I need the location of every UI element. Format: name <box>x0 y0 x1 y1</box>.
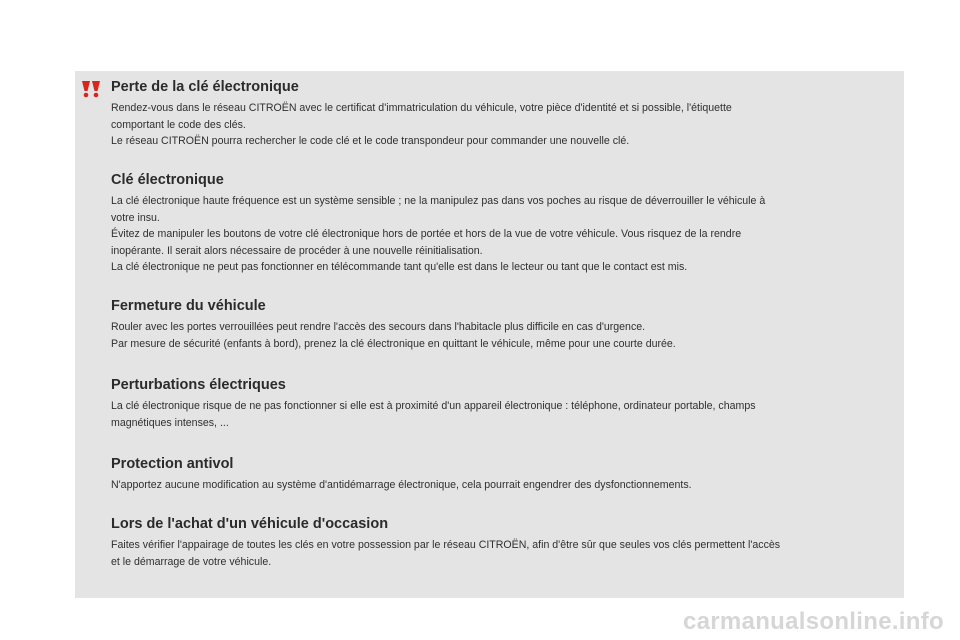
body-line: et le démarrage de votre véhicule. <box>111 555 272 568</box>
body-line: Le réseau CITROËN pourra rechercher le code clé et le code transpondeur pour commander une nouvelle clé. <box>111 135 630 147</box>
body-line: Faites vérifier l'appairage de toutes les clés en votre possession par le réseau CITROËN, afin d'être sûr que seules vos clés permettent l'accès <box>111 539 781 551</box>
section-body <box>111 319 891 352</box>
warning-exclamation-icon <box>81 80 101 98</box>
section-body <box>111 477 891 494</box>
body-line: La clé électronique haute fréquence est un système sensible ; ne la manipulez pas dans vos poches au risque de déverrouiller le véhicule à <box>111 195 766 207</box>
section-body <box>111 193 891 276</box>
section-used-vehicle <box>111 516 891 570</box>
body-line: Évitez de manipuler les boutons de votre clé électronique hors de portée et hors de la vue de votre véhicule. Vous risquez de la rendre <box>111 228 742 240</box>
section-anti-theft <box>111 456 891 494</box>
body-line: La clé électronique risque de ne pas fonctionner si elle est à proximité d'un appareil électronique : téléphone, ordinateur portable, champs <box>111 400 756 412</box>
watermark: carmanualsonline.info <box>682 608 944 635</box>
section-electronic-key <box>111 172 891 276</box>
body-line: comportant le code des clés. <box>111 118 246 131</box>
section-vehicle-locking <box>111 298 891 352</box>
section-electrical-interference <box>111 377 891 431</box>
section-title: Perte de la clé électronique <box>111 79 299 95</box>
section-title: Fermeture du véhicule <box>111 298 266 314</box>
section-body <box>111 398 891 431</box>
body-line: Par mesure de sécurité (enfants à bord), prenez la clé électronique en quittant le véhicule, même pour une courte durée. <box>111 337 676 350</box>
section-title: Lors de l'achat d'un véhicule d'occasion <box>111 516 389 532</box>
section-lost-key <box>111 79 891 150</box>
body-line: La clé électronique ne peut pas fonctionner en télécommande tant qu'elle est dans le lecteur ou tant que le contact est mis. <box>111 261 688 273</box>
section-body <box>111 537 891 570</box>
section-title: Clé électronique <box>111 172 224 188</box>
body-line: N'apportez aucune modification au système d'antidémarrage électronique, cela pourrait engendrer des dysfonctionnements. <box>111 479 692 491</box>
section-title: Perturbations électriques <box>111 377 286 393</box>
body-line: votre insu. <box>111 211 160 224</box>
section-title: Protection antivol <box>111 456 234 472</box>
body-line: Rendez-vous dans le réseau CITROËN avec le certificat d'immatriculation du véhicule, votre pièce d'identité et si possible, l'étiquette <box>111 102 732 114</box>
body-line: inopérante. Il serait alors nécessaire de procéder à une nouvelle réinitialisation. <box>111 244 483 257</box>
section-body <box>111 100 891 150</box>
body-line: Rouler avec les portes verrouillées peut rendre l'accès des secours dans l'habitacle plus difficile en cas d'urgence. <box>111 321 646 333</box>
body-line: magnétiques intenses, ... <box>111 416 229 429</box>
